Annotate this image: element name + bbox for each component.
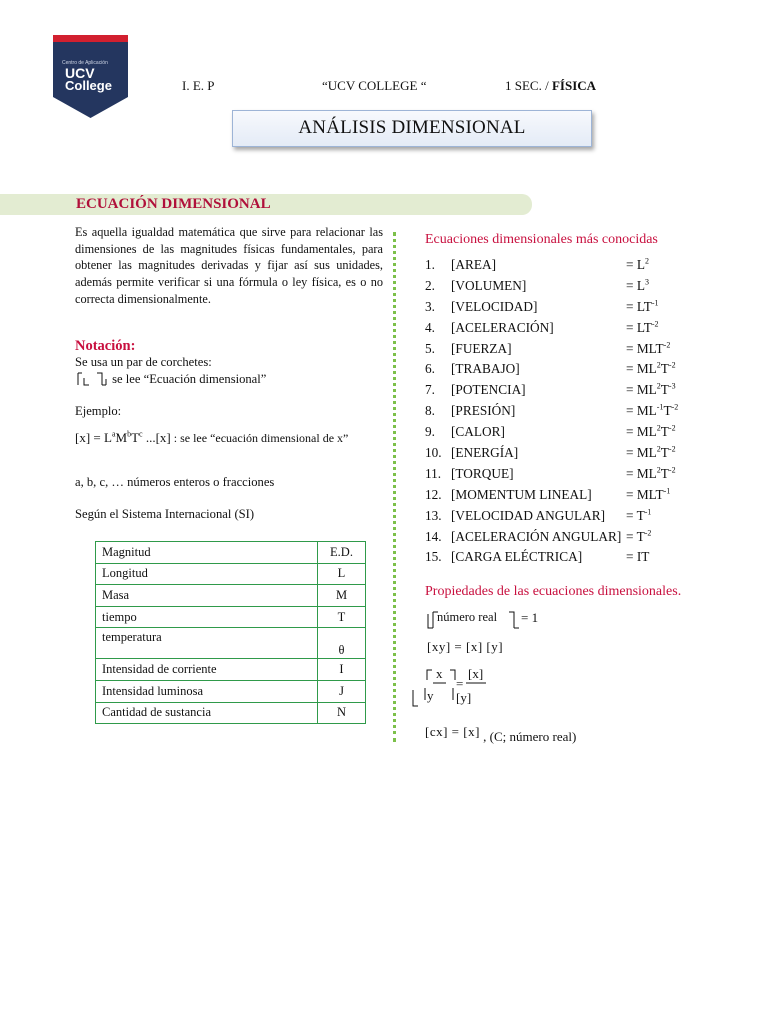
equation-base: = ML <box>626 445 657 461</box>
table-row <box>96 628 366 659</box>
equation-quantity: [AREA] <box>451 257 497 272</box>
equation-rest: T <box>660 424 669 440</box>
equation-base: = ML <box>626 424 657 440</box>
formula-read: : se lee “ecuación dimensional de x” <box>170 431 349 445</box>
equation-value <box>626 359 676 380</box>
table-cell-magnitude: Masa <box>96 585 318 607</box>
header-course-subject: FÍSICA <box>551 78 597 93</box>
equation-exponent: 2 <box>656 423 661 433</box>
table-cell-dimension: M <box>318 585 366 607</box>
equation-quantity: [ACELERACIÓN] <box>451 319 554 335</box>
equation-quantity: [VELOCIDAD ANGULAR] <box>451 507 606 523</box>
table-row <box>96 702 366 724</box>
numbers-note: a, b, c, … números enteros o fracciones <box>75 475 275 489</box>
table-cell-dimension: L <box>318 563 366 585</box>
property-2: [xy] = [x] [y] <box>427 639 504 654</box>
equation-quantity: [FUERZA] <box>451 340 512 356</box>
table-row <box>96 680 366 702</box>
equation-quantity: [TRABAJO] <box>451 361 520 377</box>
example-formula <box>75 428 385 448</box>
equation-base: = T <box>626 528 645 544</box>
property-1-inner: número real <box>437 610 498 624</box>
equation-exponent-2: -2 <box>671 402 679 412</box>
equation-base: = T <box>626 507 645 523</box>
equation-quantity: [CARGA ELÉCTRICA] <box>451 549 583 565</box>
equation-exponent: -2 <box>651 319 659 329</box>
logo-small-text: Centro de Aplicación <box>62 60 108 66</box>
table-cell-dimension: J <box>318 680 366 702</box>
known-equations-title: Ecuaciones dimensionales más conocidas <box>425 232 658 247</box>
property-3-eq: = <box>456 676 464 691</box>
formula-tail: ...[x] <box>142 430 171 445</box>
property-4-eq: [cx] = [x] <box>425 724 480 739</box>
equation-exponent: 2 <box>656 465 661 475</box>
equation-number: 5. <box>425 340 435 356</box>
formula-m: M <box>115 430 128 445</box>
equation-base: = IT <box>626 549 650 565</box>
column-divider <box>393 232 396 742</box>
header-course <box>505 78 596 94</box>
header-school: I. E. P <box>182 78 215 93</box>
equation-quantity: [VELOCIDAD] <box>451 298 538 314</box>
equation-exponent: 3 <box>644 277 649 287</box>
property-3-rden: [y] <box>456 690 472 705</box>
equation-value <box>626 527 651 548</box>
example-label: Ejemplo: <box>75 404 122 418</box>
equation-exponent: -1 <box>644 507 652 517</box>
equation-base: = ML <box>626 361 657 377</box>
equation-value <box>626 422 676 443</box>
properties-title: Propiedades de las ecuaciones dimensionales. <box>425 584 682 599</box>
equation-number: 10. <box>425 445 442 461</box>
equation-exponent: -1 <box>663 486 671 496</box>
equation-value <box>626 339 670 360</box>
equation-value <box>626 547 649 568</box>
equation-value <box>626 255 649 276</box>
equation-rest: T <box>663 403 672 419</box>
notation-line2: se lee “Ecuación dimensional” <box>112 372 267 386</box>
table-cell-magnitude: Intensidad de corriente <box>96 659 318 681</box>
equation-number: 3. <box>425 298 435 314</box>
equation-number: 9. <box>425 424 435 440</box>
formula-lhs: [x] = L <box>75 430 112 445</box>
property-1-rhs: = 1 <box>521 610 539 625</box>
formula-exp-c: c <box>139 429 143 439</box>
equation-exponent: -2 <box>644 528 652 538</box>
table-cell-magnitude: temperatura <box>96 628 318 659</box>
property-4 <box>425 724 577 744</box>
equation-value <box>626 464 676 485</box>
equation-exponent: -1 <box>651 298 659 308</box>
equation-quantity: [ACELERACIÓN ANGULAR] <box>451 528 622 544</box>
equation-exponent: 2 <box>656 361 661 371</box>
si-label: Según el Sistema Internacional (SI) <box>75 507 255 521</box>
equation-value <box>626 401 678 422</box>
ucv-college-logo <box>53 35 128 118</box>
equation-base: = ML <box>626 403 657 419</box>
logo-ucv: UCV <box>65 65 95 81</box>
table-header-ed: E.D. <box>318 542 366 564</box>
table-cell-dimension: I <box>318 659 366 681</box>
equation-number: 7. <box>425 382 435 398</box>
equation-base: = MLT <box>626 486 664 502</box>
equation-number: 4. <box>425 319 435 335</box>
equation-number: 14. <box>425 528 442 544</box>
equation-base: = ML <box>626 465 657 481</box>
equation-number: 6. <box>425 361 435 377</box>
equation-quantity: [CALOR] <box>451 424 505 440</box>
equation-exponent: 2 <box>656 444 661 454</box>
equation-number: 12. <box>425 486 442 502</box>
equation-value <box>626 443 676 464</box>
notation-line2-wrap <box>75 371 266 387</box>
table-row <box>96 659 366 681</box>
equation-value <box>626 276 649 297</box>
equation-quantity: [TORQUE] <box>451 465 514 481</box>
table-cell-magnitude: tiempo <box>96 606 318 628</box>
table-header-magnitud: Magnitud <box>96 542 318 564</box>
equation-rest: T <box>660 382 669 398</box>
page-title: ANÁLISIS DIMENSIONAL <box>232 110 592 147</box>
notation-title: Notación: <box>75 338 136 354</box>
equation-quantity: [VOLUMEN] <box>451 277 527 293</box>
equation-exponent: -1 <box>656 402 664 412</box>
property-4-note: , (C; número real) <box>483 729 577 744</box>
equation-quantity: [PRESIÓN] <box>451 403 516 419</box>
equation-number: 2. <box>425 277 435 293</box>
table-cell-dimension: θ <box>318 628 366 659</box>
equation-quantity: [POTENCIA] <box>451 382 526 398</box>
equation-number: 13. <box>425 507 442 523</box>
equation-quantity: [ENERGÍA] <box>451 445 519 461</box>
equation-number: 1. <box>425 257 435 272</box>
equation-value <box>626 485 670 506</box>
equation-base: = L <box>626 257 645 272</box>
property-3-num: x <box>436 666 443 681</box>
formula-exp-b: b <box>127 429 132 439</box>
table-row <box>96 563 366 585</box>
table-cell-dimension: N <box>318 702 366 724</box>
formula-exp-a: a <box>111 429 116 439</box>
table-cell-magnitude: Longitud <box>96 563 318 585</box>
logo-college: College <box>65 78 112 93</box>
equation-base: = MLT <box>626 340 664 356</box>
equation-value <box>626 297 659 318</box>
equation-exponent-2: -2 <box>668 361 676 371</box>
equation-exponent-2: -2 <box>668 465 676 475</box>
equation-exponent: 2 <box>656 381 661 391</box>
equation-exponent: 2 <box>644 256 649 266</box>
equation-rest: T <box>660 361 669 377</box>
section-title: ECUACIÓN DIMENSIONAL <box>76 196 271 212</box>
header-college: “UCV COLLEGE “ <box>322 78 427 93</box>
property-3-rnum: [x] <box>468 666 484 681</box>
si-table <box>95 541 366 724</box>
equation-base: = LT <box>626 319 652 335</box>
table-cell-magnitude: Cantidad de sustancia <box>96 702 318 724</box>
equation-value <box>626 318 659 339</box>
table-header-row <box>96 542 366 564</box>
equation-base: = LT <box>626 298 652 314</box>
equation-base: = ML <box>626 382 657 398</box>
formula-t: T <box>131 430 140 445</box>
table-cell-magnitude: Intensidad luminosa <box>96 680 318 702</box>
equation-number: 15. <box>425 549 442 565</box>
equation-rest: T <box>660 445 669 461</box>
property-3 <box>410 666 540 711</box>
table-cell-dimension: T <box>318 606 366 628</box>
intro-paragraph: Es aquella igualdad matemática que sirve para relacionar las dimensiones de las magnitudes físicas fundamentales, para obtener las magnitudes derivadas y fijar así sus unidades, además permite verificar si una fórmula o ley física, es o no correcta dimensionalmente. <box>75 225 383 306</box>
table-row <box>96 606 366 628</box>
equation-exponent: -2 <box>663 340 671 350</box>
header-course-level: 1 SEC. / <box>505 78 552 93</box>
equation-exponent-2: -2 <box>668 423 676 433</box>
equation-exponent-2: -3 <box>668 381 676 391</box>
property-3-den: y <box>427 688 434 703</box>
equation-base: = L <box>626 277 645 293</box>
equation-number: 11. <box>425 465 442 481</box>
equation-value <box>626 506 651 527</box>
equation-value <box>626 380 676 401</box>
table-row <box>96 585 366 607</box>
equation-quantity: [MOMENTUM LINEAL] <box>451 486 592 502</box>
bracket-symbol <box>75 371 109 387</box>
equation-rest: T <box>660 465 669 481</box>
equation-number: 8. <box>425 403 435 419</box>
equation-exponent-2: -2 <box>668 444 676 454</box>
notation-line1: Se usa un par de corchetes: <box>75 355 212 369</box>
